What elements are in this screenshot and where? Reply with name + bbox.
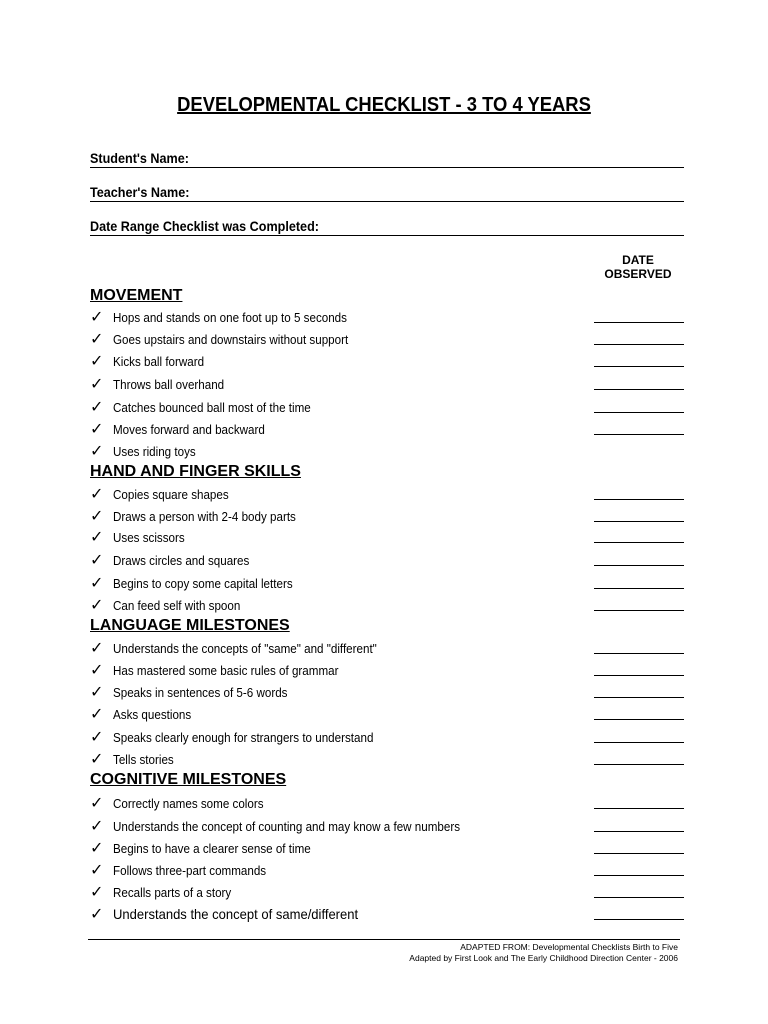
footer-line1: ADAPTED FROM: Developmental Checklists Birth to Five [460, 942, 678, 952]
checkmark-icon: ✓ [90, 682, 104, 701]
checklist-item-label: Hops and stands on one foot up to 5 seconds [113, 311, 347, 325]
checkmark-icon: ✓ [90, 595, 104, 614]
checklist-item [90, 816, 690, 842]
student-name-field[interactable] [90, 150, 684, 168]
checklist-item-label: Understands the concept of same/different [113, 906, 359, 922]
checklist-item [90, 682, 690, 708]
checklist-item-label: Speaks in sentences of 5-6 words [113, 686, 288, 700]
teacher-name-label: Teacher's Name: [90, 184, 190, 200]
checkmark-icon: ✓ [90, 860, 104, 879]
checklist-item [90, 506, 690, 532]
date-range-field[interactable] [90, 218, 684, 236]
checklist-item-label: Has mastered some basic rules of grammar [113, 664, 339, 678]
checklist-item [90, 351, 690, 377]
checklist-item [90, 527, 690, 553]
date-observed-line[interactable] [594, 322, 684, 323]
checklist-item-label: Copies square shapes [113, 488, 229, 502]
checklist-item-label: Draws a person with 2-4 body parts [113, 510, 296, 524]
date-observed-line2: OBSERVED [604, 267, 672, 281]
checklist-item-label: Begins to copy some capital letters [113, 577, 293, 591]
checkmark-icon: ✓ [90, 816, 104, 835]
checkmark-icon: ✓ [90, 727, 104, 746]
checkmark-icon: ✓ [90, 351, 104, 370]
checklist-item-label: Follows three-part commands [113, 864, 267, 878]
date-observed-line[interactable] [594, 542, 684, 543]
checkmark-icon: ✓ [90, 441, 104, 460]
date-observed-line[interactable] [594, 565, 684, 566]
checklist-item-label: Asks questions [113, 708, 192, 722]
checklist-item-label: Goes upstairs and downstairs without support [113, 333, 349, 347]
date-observed-line[interactable] [594, 675, 684, 676]
checklist-item-label: Begins to have a clearer sense of time [113, 842, 311, 856]
checkmark-icon: ✓ [90, 484, 104, 503]
date-observed-line[interactable] [594, 875, 684, 876]
section-heading: LANGUAGE MILESTONES [90, 617, 290, 634]
checklist-item [90, 550, 690, 576]
checklist-item [90, 638, 690, 664]
checkmark-icon: ✓ [90, 660, 104, 679]
checklist-item [90, 660, 690, 686]
checkmark-icon: ✓ [90, 397, 104, 416]
date-observed-header [598, 253, 678, 281]
checklist-item [90, 307, 690, 333]
checklist-item-label: Catches bounced ball most of the time [113, 401, 311, 415]
section-heading: COGNITIVE MILESTONES [90, 771, 287, 788]
date-observed-line[interactable] [594, 919, 684, 920]
date-observed-line[interactable] [594, 653, 684, 654]
date-observed-line[interactable] [594, 742, 684, 743]
checklist-item-label: Speaks clearly enough for strangers to understand [113, 731, 374, 745]
footer-line2: Adapted by First Look and The Early Childhood Direction Center - 2006 [409, 953, 678, 963]
date-observed-line[interactable] [594, 521, 684, 522]
checklist-item [90, 727, 690, 753]
date-observed-line[interactable] [594, 389, 684, 390]
checkmark-icon: ✓ [90, 419, 104, 438]
checklist-item-label: Tells stories [113, 753, 174, 767]
checkmark-icon: ✓ [90, 329, 104, 348]
section-heading: HAND AND FINGER SKILLS [90, 463, 301, 480]
checkmark-icon: ✓ [90, 793, 104, 812]
checklist-item-label: Kicks ball forward [113, 355, 205, 369]
student-name-label: Student's Name: [90, 150, 189, 166]
date-observed-line1: DATE [622, 253, 654, 267]
checkmark-icon: ✓ [90, 749, 104, 768]
checkmark-icon: ✓ [90, 704, 104, 723]
checklist-item [90, 419, 690, 445]
footer [409, 942, 678, 964]
date-observed-line[interactable] [594, 434, 684, 435]
date-observed-line[interactable] [594, 897, 684, 898]
date-observed-line[interactable] [594, 344, 684, 345]
date-range-label: Date Range Checklist was Completed: [90, 218, 319, 234]
checklist-item [90, 573, 690, 599]
date-observed-line[interactable] [594, 853, 684, 854]
footer-divider [88, 939, 680, 940]
checklist-item-label: Correctly names some colors [113, 797, 264, 811]
checklist-item-label: Moves forward and backward [113, 423, 265, 437]
date-observed-line[interactable] [594, 764, 684, 765]
checklist-item [90, 838, 690, 864]
page-title: DEVELOPMENTAL CHECKLIST - 3 TO 4 YEARS [177, 94, 591, 116]
checklist-item-label: Uses riding toys [113, 445, 196, 459]
checklist-item [90, 793, 690, 819]
checkmark-icon: ✓ [90, 573, 104, 592]
teacher-name-field[interactable] [90, 184, 684, 202]
checkmark-icon: ✓ [90, 882, 104, 901]
checklist-item [90, 882, 690, 908]
checklist-item [90, 374, 690, 400]
checkmark-icon: ✓ [90, 550, 104, 569]
date-observed-line[interactable] [594, 719, 684, 720]
date-observed-line[interactable] [594, 499, 684, 500]
checklist-item [90, 904, 690, 930]
checkmark-icon: ✓ [90, 904, 104, 923]
checkmark-icon: ✓ [90, 838, 104, 857]
checklist-item-label: Understands the concept of counting and may know a few numbers [113, 820, 461, 834]
date-observed-line[interactable] [594, 697, 684, 698]
checklist-item [90, 860, 690, 886]
checklist-item [90, 329, 690, 355]
date-observed-line[interactable] [594, 366, 684, 367]
checklist-item [90, 397, 690, 423]
checklist-item-label: Uses scissors [113, 531, 185, 545]
checkmark-icon: ✓ [90, 374, 104, 393]
section-heading: MOVEMENT [90, 287, 183, 304]
date-observed-line[interactable] [594, 831, 684, 832]
checklist-item-label: Draws circles and squares [113, 554, 250, 568]
date-observed-line[interactable] [594, 808, 684, 809]
checklist-item-label: Can feed self with spoon [113, 599, 241, 613]
checklist-item-label: Recalls parts of a story [113, 886, 232, 900]
checkmark-icon: ✓ [90, 307, 104, 326]
date-observed-line[interactable] [594, 412, 684, 413]
checklist-item [90, 484, 690, 510]
date-observed-line[interactable] [594, 610, 684, 611]
checklist-item [90, 704, 690, 730]
date-observed-line[interactable] [594, 588, 684, 589]
checkmark-icon: ✓ [90, 638, 104, 657]
checkmark-icon: ✓ [90, 506, 104, 525]
checklist-item-label: Throws ball overhand [113, 378, 225, 392]
checkmark-icon: ✓ [90, 527, 104, 546]
checklist-item-label: Understands the concepts of "same" and "different" [113, 642, 377, 656]
